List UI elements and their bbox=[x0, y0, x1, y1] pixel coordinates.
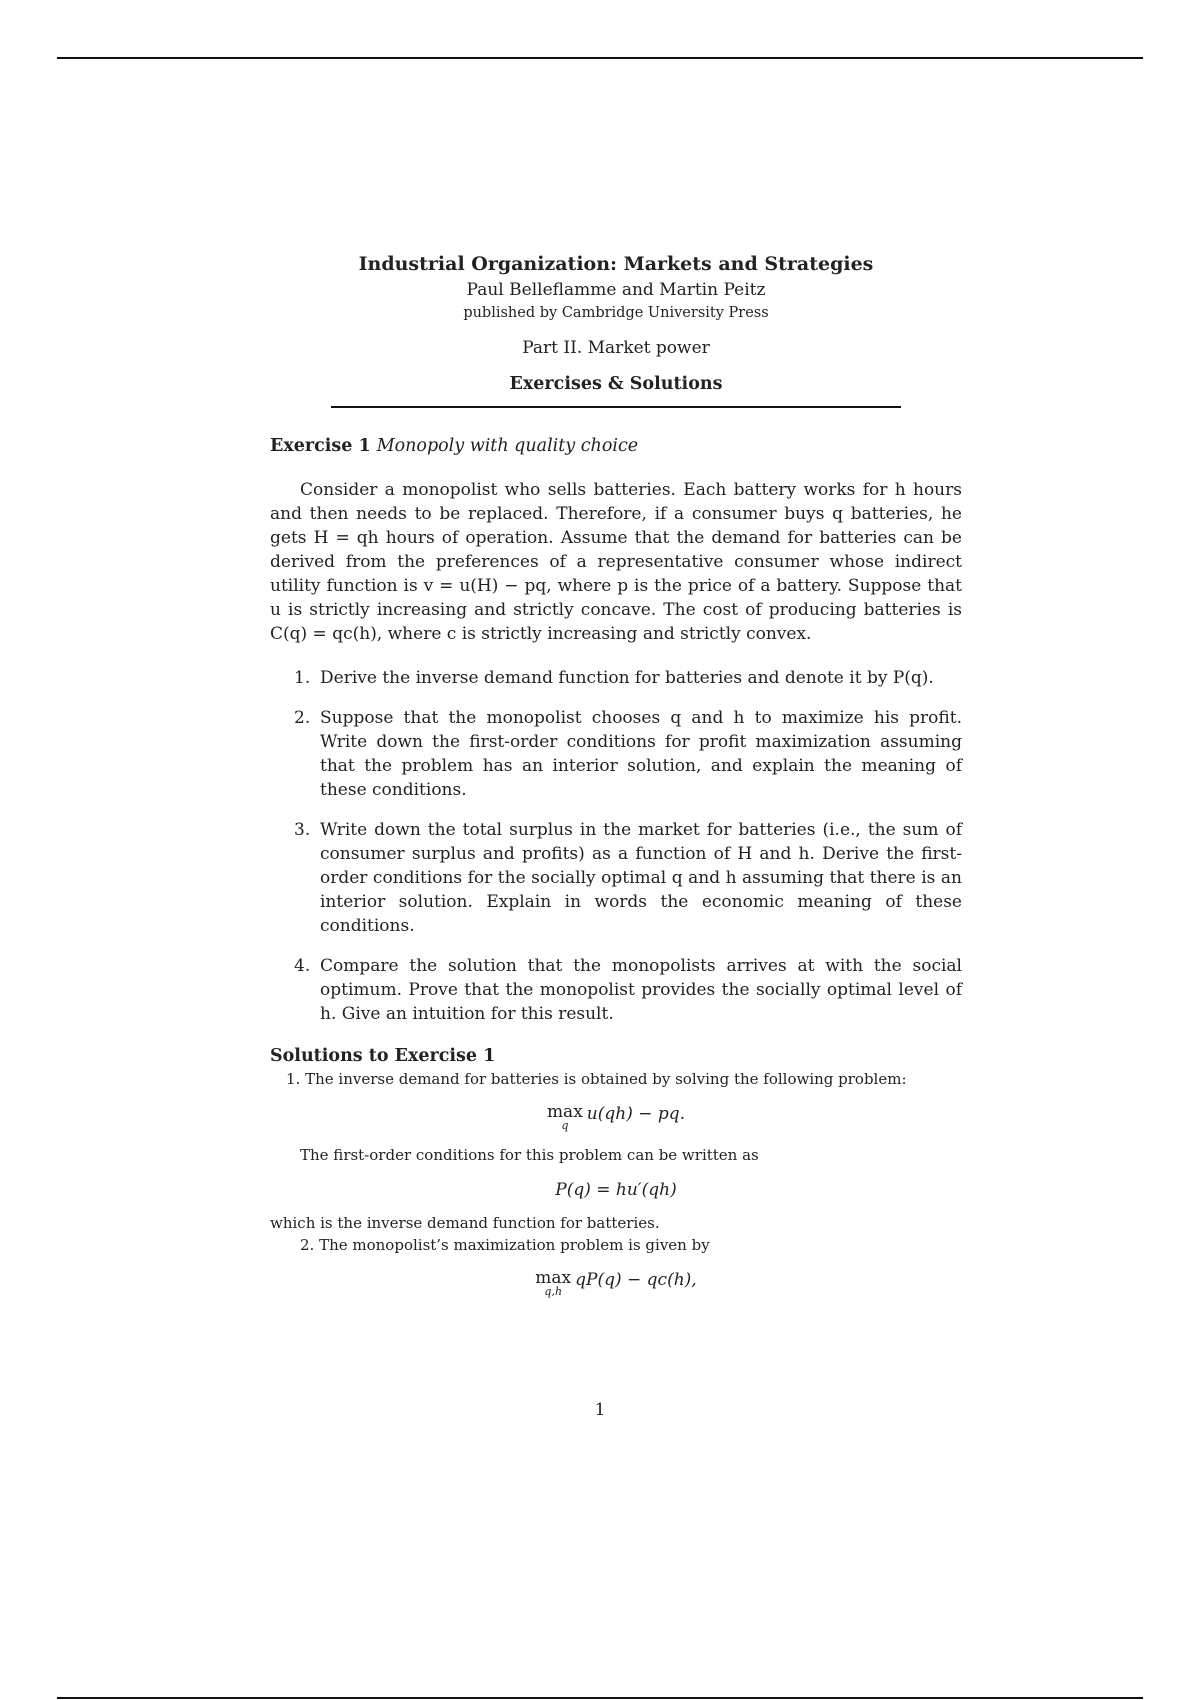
solutions-heading: Solutions to Exercise 1 bbox=[270, 1046, 496, 1066]
exercise-label: Exercise 1 bbox=[270, 436, 371, 456]
equation-1-body: u(qh) − pq. bbox=[586, 1104, 686, 1124]
section-title: Exercises & Solutions bbox=[509, 374, 723, 394]
equation-1 bbox=[270, 1104, 962, 1132]
authors: Paul Belleflamme and Martin Peitz bbox=[466, 280, 766, 300]
max-subscript: q,h bbox=[544, 1285, 563, 1298]
solution-1-intro: 1. The inverse demand for batteries is obtained by solving the following problem: bbox=[286, 1070, 907, 1088]
max-operator: max q,h bbox=[535, 1268, 572, 1298]
solution-2-intro: 2. The monopolist’s maximization problem is given by bbox=[300, 1236, 710, 1254]
question-item bbox=[270, 818, 962, 938]
question-number: 2. bbox=[294, 708, 311, 728]
question-text: Suppose that the monopolist chooses q and h to maximize his profit. Write down the first-order conditions for profit maximization assuming that the problem has an interior solution, and explain the meaning of these conditions. bbox=[320, 708, 962, 800]
max-operator: max q bbox=[546, 1102, 583, 1132]
question-number: 4. bbox=[294, 956, 311, 976]
question-text: Compare the solution that the monopolists arrives at with the social optimum. Prove that the monopolist provides the socially optimal level of h. Give an intuition for this result. bbox=[320, 956, 962, 1024]
question-list bbox=[270, 666, 962, 1026]
title-block bbox=[270, 250, 962, 408]
document-page bbox=[270, 250, 962, 1310]
part-title: Part II. Market power bbox=[522, 338, 710, 358]
title-rule bbox=[331, 406, 901, 408]
equation-2: P(q) = hu′(qh) bbox=[555, 1180, 677, 1200]
question-text: Derive the inverse demand function for batteries and denote it by P(q). bbox=[320, 668, 934, 688]
publisher: published by Cambridge University Press bbox=[463, 305, 769, 321]
inverse-demand-text: which is the inverse demand function for batteries. bbox=[270, 1214, 660, 1232]
page-number: 1 bbox=[594, 1400, 606, 1420]
question-item bbox=[270, 706, 962, 802]
question-item bbox=[270, 954, 962, 1026]
exercise-heading bbox=[270, 434, 962, 458]
max-subscript: q bbox=[561, 1119, 569, 1132]
question-number: 1. bbox=[294, 668, 311, 688]
top-rule bbox=[57, 57, 1143, 59]
equation-3 bbox=[270, 1270, 962, 1298]
question-number: 3. bbox=[294, 820, 311, 840]
question-text: Write down the total surplus in the market for batteries (i.e., the sum of consumer surplus and profits) as a function of H and h. Derive the first-order conditions for the socially optimal q and h assuming that there is an interior solution. Explain in words the economic meaning of these conditions. bbox=[320, 820, 962, 936]
foc-text: The first-order conditions for this problem can be written as bbox=[300, 1146, 759, 1164]
equation-3-body: qP(q) − qc(h), bbox=[575, 1270, 697, 1290]
book-title: Industrial Organization: Markets and Strategies bbox=[358, 253, 874, 275]
exercise-subtitle: Monopoly with quality choice bbox=[376, 436, 639, 456]
bottom-rule bbox=[57, 1697, 1143, 1699]
question-item bbox=[270, 666, 962, 690]
exercise-intro: Consider a monopolist who sells batteries. Each battery works for h hours and then needs to be replaced. Therefore, if a consumer buys q batteries, he gets H = qh hours of operation. Assume that the demand for batteries can be derived from the preferences of a representative consumer whose indirect utility function is v = u(H) − pq, where p is the price of a battery. Suppose that u is strictly increasing and strictly concave. The cost of producing batteries is C(q) = qc(h), where c is strictly increasing and strictly convex. bbox=[270, 480, 962, 644]
